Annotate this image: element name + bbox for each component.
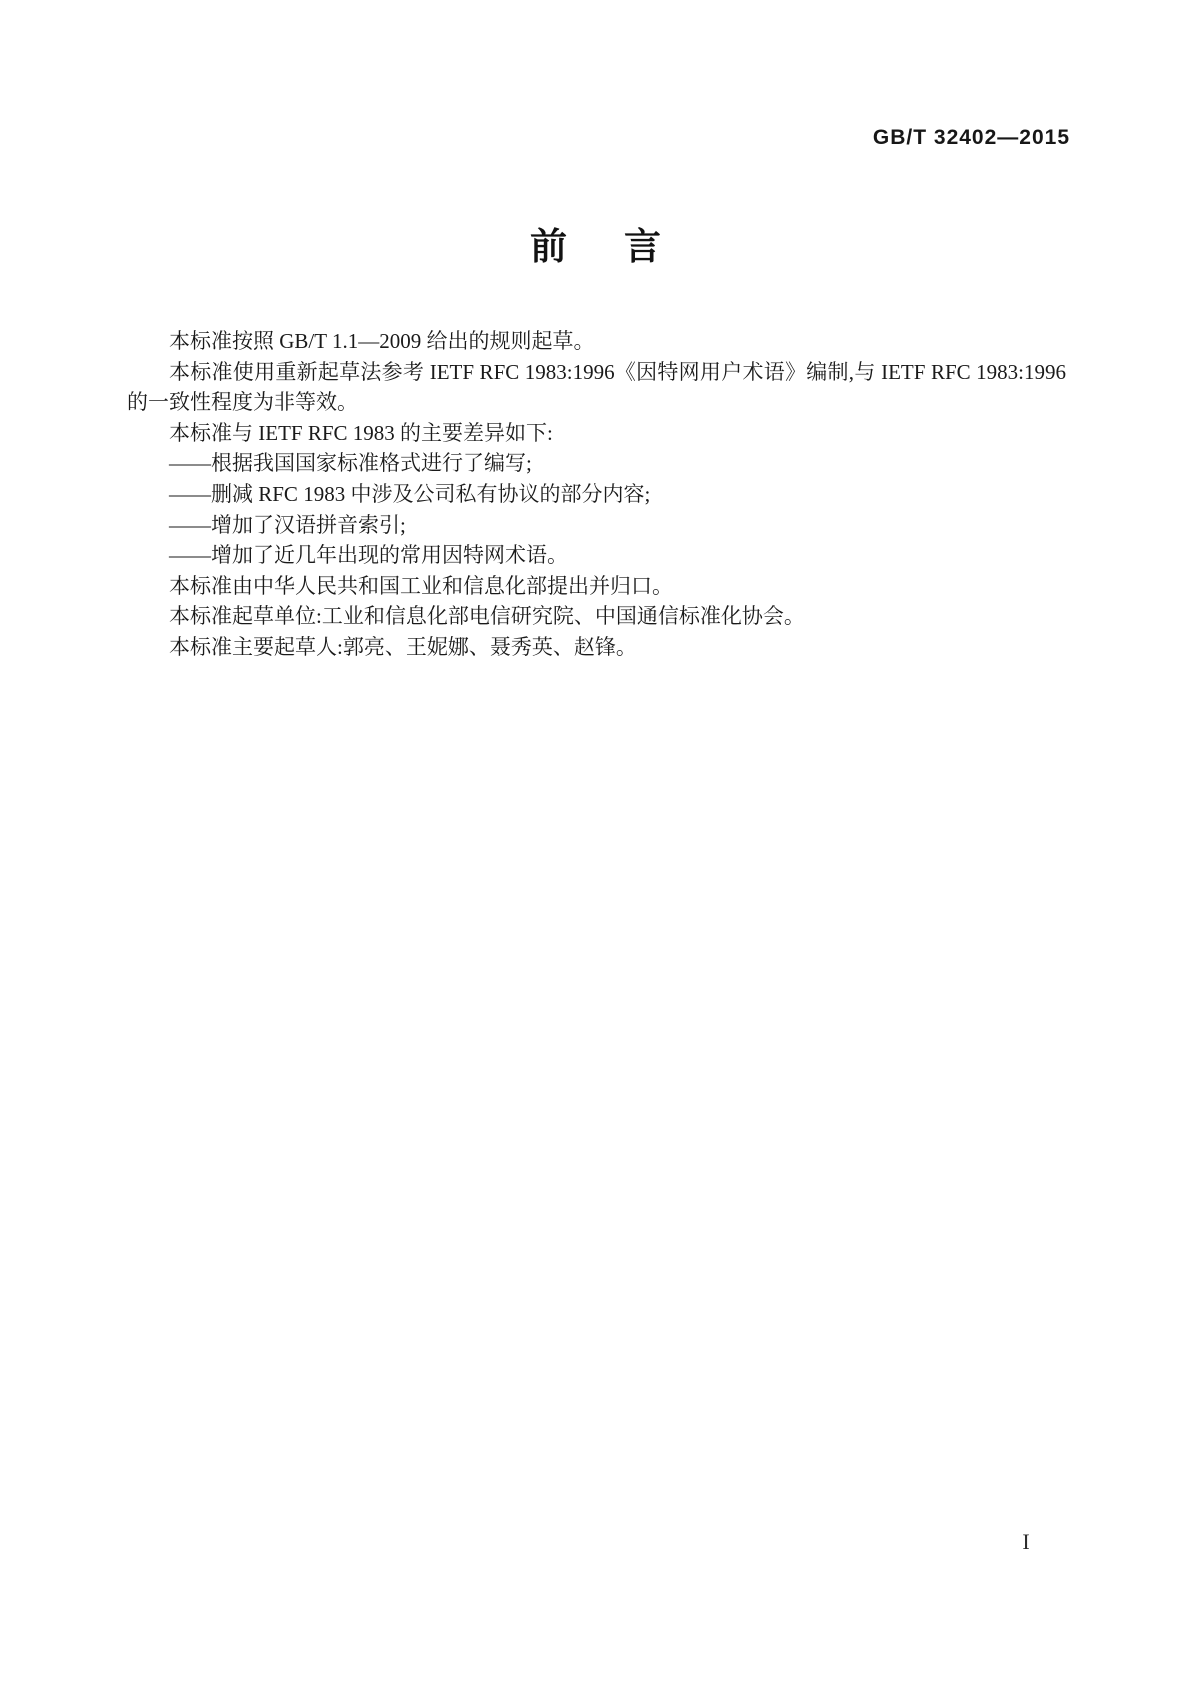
foreword-paragraph-drafters: 本标准主要起草人:郭亮、王妮娜、聂秀英、赵锋。 [169, 634, 637, 659]
foreword-paragraph-differences-intro: 本标准与 IETF RFC 1983 的主要差异如下: [169, 420, 553, 445]
foreword-paragraph-drafting-basis: 本标准按照 GB/T 1.1—2009 给出的规则起草。 [169, 329, 595, 353]
foreword-paragraph-adoption: 本标准使用重新起草法参考 IETF RFC 1983:1996《因特网用户术语》编制,与 IETF RFC 1983:1996 的一致性程度为非等效。 [127, 359, 1066, 415]
foreword-list-item-removed-private-protocols: ——删减 RFC 1983 中涉及公司私有协议的部分内容; [169, 481, 651, 506]
foreword-list-item-new-terms: ——增加了近几年出现的常用因特网术语。 [169, 543, 568, 568]
standard-number-header: GB/T 32402—2015 [872, 126, 1070, 149]
foreword-list-item-pinyin-index: ——增加了汉语拼音索引; [169, 512, 406, 537]
foreword-paragraph-proposed-by: 本标准由中华人民共和国工业和信息化部提出并归口。 [169, 573, 673, 598]
foreword-body [127, 326, 1066, 663]
page-number: I [1022, 1529, 1030, 1554]
foreword-list-item-national-format: ——根据我国国家标准格式进行了编写; [169, 451, 532, 476]
page-title: 前言 [530, 226, 718, 267]
foreword-paragraph-drafting-unit: 本标准起草单位:工业和信息化部电信研究院、中国通信标准化协会。 [169, 604, 805, 629]
